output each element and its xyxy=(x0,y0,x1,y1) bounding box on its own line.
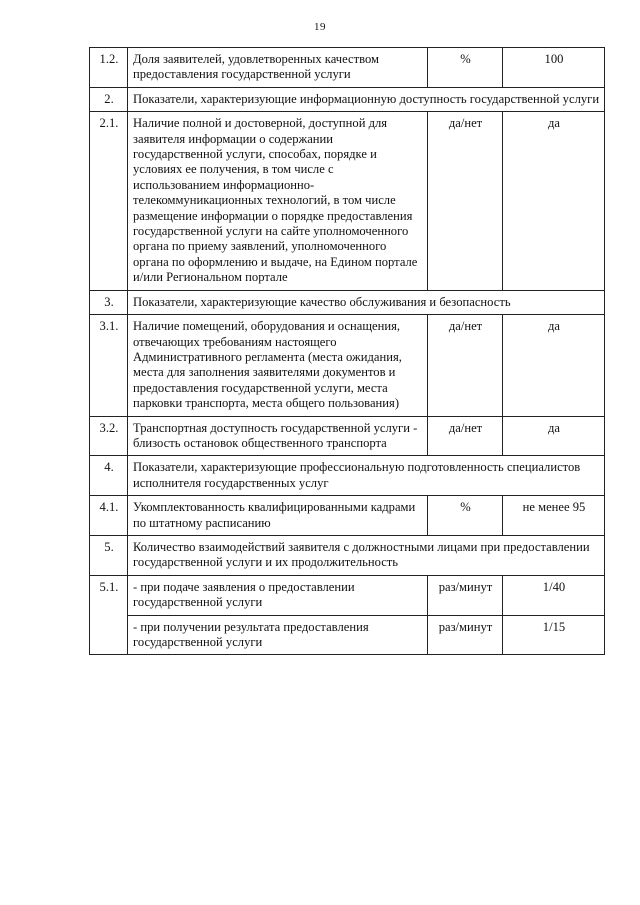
indicator-text: Доля заявителей, удовлетворенных качеством предоставления государственной услуги xyxy=(128,48,428,88)
indicator-text: Наличие помещений, оборудования и оснащения, отвечающих требованиям настоящего Административного регламента (места ожидания, места для заполнения заявителями документов и предоставления государственной услуги, места парковки транспорта, места общего пользования) xyxy=(128,315,428,416)
section-title: Количество взаимодействий заявителя с должностными лицами при предоставлении государственной услуги и их продолжительность xyxy=(128,535,605,575)
indicator-text: Транспортная доступность государственной услуги - близость остановок общественного транспорта xyxy=(128,416,428,456)
section-number: 5. xyxy=(90,535,128,575)
row-number: 3.1. xyxy=(90,315,128,416)
value-cell: не менее 95 xyxy=(503,496,605,536)
row-number xyxy=(90,615,128,655)
indicator-text: Укомплектованность квалифицированными кадрами по штатному расписанию xyxy=(128,496,428,536)
unit-cell: % xyxy=(428,496,503,536)
value-cell: 1/15 xyxy=(503,615,605,655)
section-row xyxy=(90,535,605,575)
section-number: 2. xyxy=(90,87,128,111)
unit-cell: раз/минут xyxy=(428,615,503,655)
table-row xyxy=(90,575,605,615)
section-row xyxy=(90,290,605,314)
section-title: Показатели, характеризующие профессиональную подготовленность специалистов исполнителя государственных услуг xyxy=(128,456,605,496)
value-cell: 1/40 xyxy=(503,575,605,615)
unit-cell: раз/минут xyxy=(428,575,503,615)
value-cell: да xyxy=(503,315,605,416)
section-title: Показатели, характеризующие информационную доступность государственной услуги xyxy=(128,87,605,111)
page-number: 19 xyxy=(314,21,326,33)
row-number: 3.2. xyxy=(90,416,128,456)
table-row xyxy=(90,416,605,456)
table-row xyxy=(90,315,605,416)
indicator-text: Наличие полной и достоверной, доступной для заявителя информации о содержании государственной услуги, способах, порядке и условиях ее получения, в том числе с использованием информационно-телекоммуникационных технологий, в том числе размещение информации о порядке предоставления государственной услуги на сайте уполномоченного органа по приему заявлений, уполномоченного органа по оформлению и выдаче, на Едином портале и/или Региональном портале xyxy=(128,112,428,290)
row-number: 2.1. xyxy=(90,112,128,290)
table-row xyxy=(90,496,605,536)
value-cell: 100 xyxy=(503,48,605,88)
indicator-text: - при подаче заявления о предоставлении государственной услуги xyxy=(128,575,428,615)
section-number: 4. xyxy=(90,456,128,496)
unit-cell: да/нет xyxy=(428,315,503,416)
value-cell: да xyxy=(503,416,605,456)
section-number: 3. xyxy=(90,290,128,314)
row-number: 4.1. xyxy=(90,496,128,536)
section-title: Показатели, характеризующие качество обслуживания и безопасность xyxy=(128,290,605,314)
unit-cell: да/нет xyxy=(428,416,503,456)
unit-cell: % xyxy=(428,48,503,88)
unit-cell: да/нет xyxy=(428,112,503,290)
table-row xyxy=(90,48,605,88)
row-number: 1.2. xyxy=(90,48,128,88)
section-row xyxy=(90,456,605,496)
row-number: 5.1. xyxy=(90,575,128,615)
indicators-table xyxy=(89,47,605,655)
table-row xyxy=(90,112,605,290)
indicator-text: - при получении результата предоставления государственной услуги xyxy=(128,615,428,655)
value-cell: да xyxy=(503,112,605,290)
table-row xyxy=(90,615,605,655)
section-row xyxy=(90,87,605,111)
